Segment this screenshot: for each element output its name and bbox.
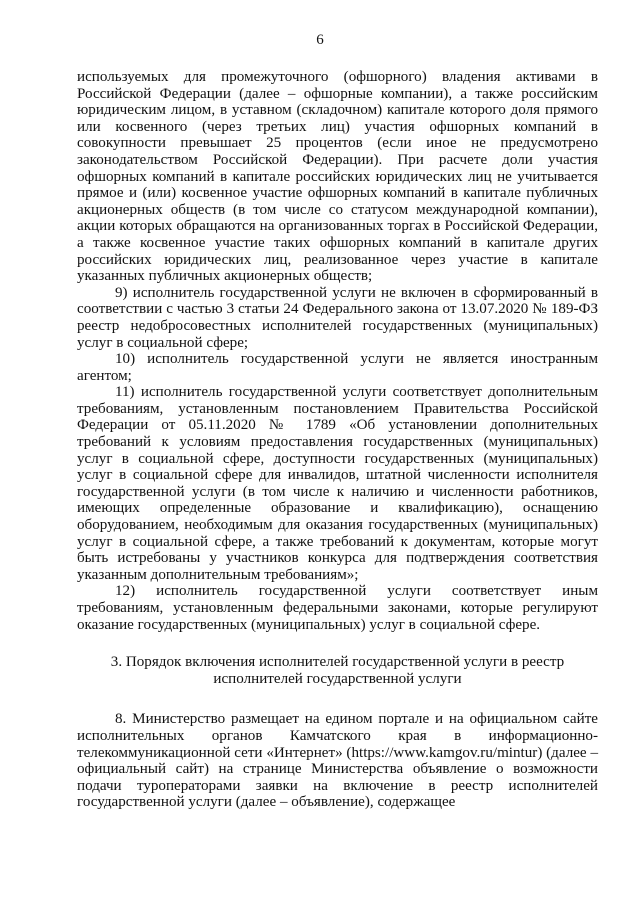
list-item-9: 9) исполнитель государственной услуги не включен в сформированный в соответствии с частью 3 статьи 24 Федерального закона от 13.07.2020 № 189-ФЗ реестр недобросовестных исполнителей государственных (муниципальных) услуг в социальной сфере; [77, 284, 598, 351]
list-item-8: 8. Министерство размещает на едином портале и на официальном сайте исполнительных органов Камчатского края в информационно-телекоммуникационной сети «Интернет» (https://www.kamgov.ru/mintur) (далее – официальный сайт) на странице Министерства объявление о возможности подачи туроператорами заявки на включение в реестр исполнителей государственной услуги (далее – объявление), содержащее [77, 711, 598, 811]
document-body [77, 69, 598, 811]
page-number: 6 [316, 32, 324, 48]
list-item-12: 12) исполнитель государственной услуги соответствует иным требованиям, установленным федеральными законами, которые регулируют оказание государственных (муниципальных) услуг в социальной сфере. [77, 583, 598, 633]
list-item-11: 11) исполнитель государственной услуги соответствует дополнительным требованиям, установленным постановлением Правительства Российской Федерации от 05.11.2020 № 1789 «Об установлении дополнительных требований к условиям предоставления государственных (муниципальных) услуг в социальной сфере, доступности государственных (муниципальных) услуг в социальной сфере для инвалидов, штатной численности исполнителя государственной услуги (в том числе к наличию и численности работников, имеющих определенные образование и квалификацию), оснащению оборудованием, необходимым для оказания государственных (муниципальных) услуг в социальной сфере, а также требований к документам, которые могут быть истребованы у участников конкурса для подтверждения соответствия указанным дополнительным требованиям»; [77, 384, 598, 583]
paragraph-offshore-companies: используемых для промежуточного (офшорного) владения активами в Российской Федерации (далее – офшорные компании), а также российским юридическим лицом, в уставном (складочном) капитале которого доля прямого или косвенного (через третьих лиц) участия офшорных компаний в совокупности превышает 25 процентов (если иное не предусмотрено законодательством Российской Федерации). При расчете доли участия офшорных компаний в капитале российских юридических лиц не учитывается прямое и (или) косвенное участие офшорных компаний в капитале публичных акционерных обществ (в том числе со статусом международной компании), акции которых обращаются на организованных торгах в Российской Федерации, а также косвенное участие таких офшорных компаний в капитале других российских юридических лиц, реализованное через участие в капитале указанных публичных акционерных обществ; [77, 69, 598, 285]
section-3-heading: 3. Порядок включения исполнителей государственной услуги в реестр исполнителей государственной услуги [110, 654, 565, 687]
list-item-10: 10) исполнитель государственной услуги не является иностранным агентом; [77, 351, 598, 384]
